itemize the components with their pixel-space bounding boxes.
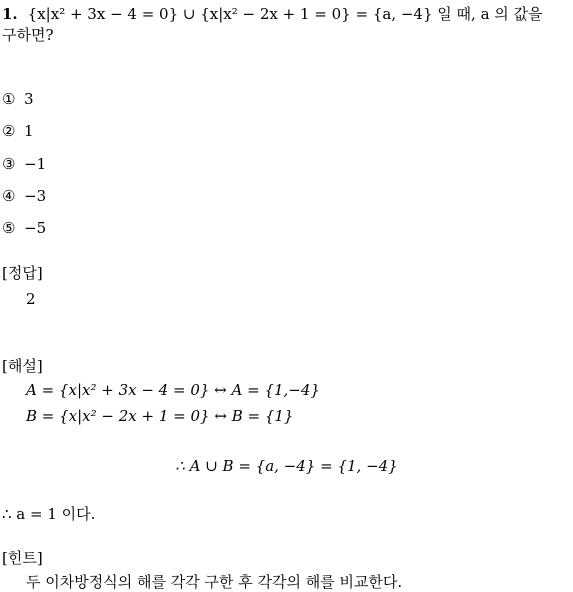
choice-marker: ⑤ [2,219,16,237]
answer-value: 2 [26,290,36,308]
choice-2[interactable] [2,121,34,141]
choice-text: −1 [24,155,47,173]
choice-4[interactable] [2,186,46,206]
choice-text: 1 [24,122,34,140]
explanation-result: ∴ a = 1 이다. [2,505,96,523]
question-number: 1. [2,5,18,23]
choice-5[interactable] [2,218,46,238]
explanation-line-1: A = {x|x² + 3x − 4 = 0} ↔ A = {1,−4} [26,381,320,399]
choice-text: −3 [24,187,47,205]
choice-marker: ③ [2,155,16,173]
hint-heading: [힌트] [2,549,43,567]
question-text-line-1: {x|x² + 3x − 4 = 0} ∪ {x|x² − 2x + 1 = 0} = {a, −4} 일 때, a 의 값을 [27,5,543,23]
explanation-heading: [해설] [2,357,43,375]
question-text-line-2: 구하면? [2,26,54,44]
hint-text: 두 이차방정식의 해를 각각 구한 후 각각의 해를 비교한다. [26,573,403,591]
answer-heading: [정답] [2,264,43,282]
choice-marker: ④ [2,187,16,205]
choice-3[interactable] [2,154,46,174]
choice-text: 3 [24,90,34,108]
choice-marker: ② [2,122,16,140]
question-line-1 [2,4,543,24]
explanation-conclusion: ∴ A ∪ B = {a, −4} = {1, −4} [175,457,398,475]
choice-1[interactable] [2,89,34,109]
choice-marker: ① [2,90,16,108]
choice-text: −5 [24,219,47,237]
explanation-line-2: B = {x|x² − 2x + 1 = 0} ↔ B = {1} [26,407,294,425]
